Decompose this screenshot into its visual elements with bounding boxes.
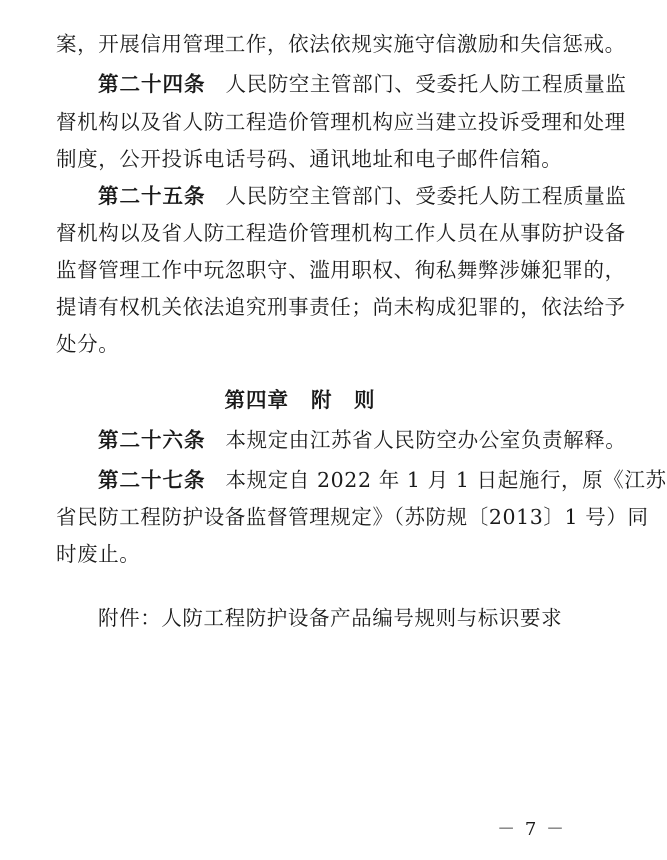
article-26-text-1: 本规定由江苏省人民防空办公室负责解释。 bbox=[225, 428, 627, 452]
chapter-number: 第四章 bbox=[224, 388, 289, 412]
article-26-label: 第二十六条 bbox=[98, 428, 206, 452]
article-27-label: 第二十七条 bbox=[98, 468, 206, 492]
article-27-line-2: 省民防工程防护设备监督管理规定》（苏防规〔2013〕1 号）同 bbox=[56, 505, 649, 529]
article-24-label: 第二十四条 bbox=[98, 72, 206, 96]
article-25-label: 第二十五条 bbox=[98, 184, 206, 208]
article-25-text-1: 人民防空主管部门、受委托人防工程质量监 bbox=[225, 184, 627, 208]
chapter-heading bbox=[0, 386, 600, 414]
article-27-text-1: 本规定自 2022 年 1 月 1 日起施行，原《江苏 bbox=[225, 468, 667, 492]
article-25-line-5: 处分。 bbox=[56, 332, 120, 356]
page-number: － 7 － bbox=[497, 819, 566, 840]
attachment-note: 附件：人防工程防护设备产品编号规则与标识要求 bbox=[98, 606, 563, 630]
article-26-line-1 bbox=[98, 426, 627, 454]
article-24-line-3: 制度，公开投诉电话号码、通讯地址和电子邮件信箱。 bbox=[56, 147, 563, 171]
article-24-line-1 bbox=[98, 70, 627, 98]
article-27-line-3: 时废止。 bbox=[56, 542, 141, 566]
article-25-line-1 bbox=[98, 182, 627, 210]
article-24-line-2: 督机构以及省人防工程造价管理机构应当建立投诉受理和处理 bbox=[56, 110, 626, 134]
article-24-text-1: 人民防空主管部门、受委托人防工程质量监 bbox=[225, 72, 627, 96]
paragraph-continuation: 案，开展信用管理工作，依法依规实施守信激励和失信惩戒。 bbox=[56, 32, 626, 56]
article-27-line-1 bbox=[98, 466, 667, 494]
article-25-line-2: 督机构以及省人防工程造价管理机构工作人员在从事防护设备 bbox=[56, 221, 626, 245]
article-25-line-3: 监督管理工作中玩忽职守、滥用职权、徇私舞弊涉嫌犯罪的， bbox=[56, 258, 626, 282]
article-25-line-4: 提请有权机关依法追究刑事责任；尚未构成犯罪的，依法给予 bbox=[56, 295, 626, 319]
chapter-title: 附 则 bbox=[311, 388, 376, 412]
